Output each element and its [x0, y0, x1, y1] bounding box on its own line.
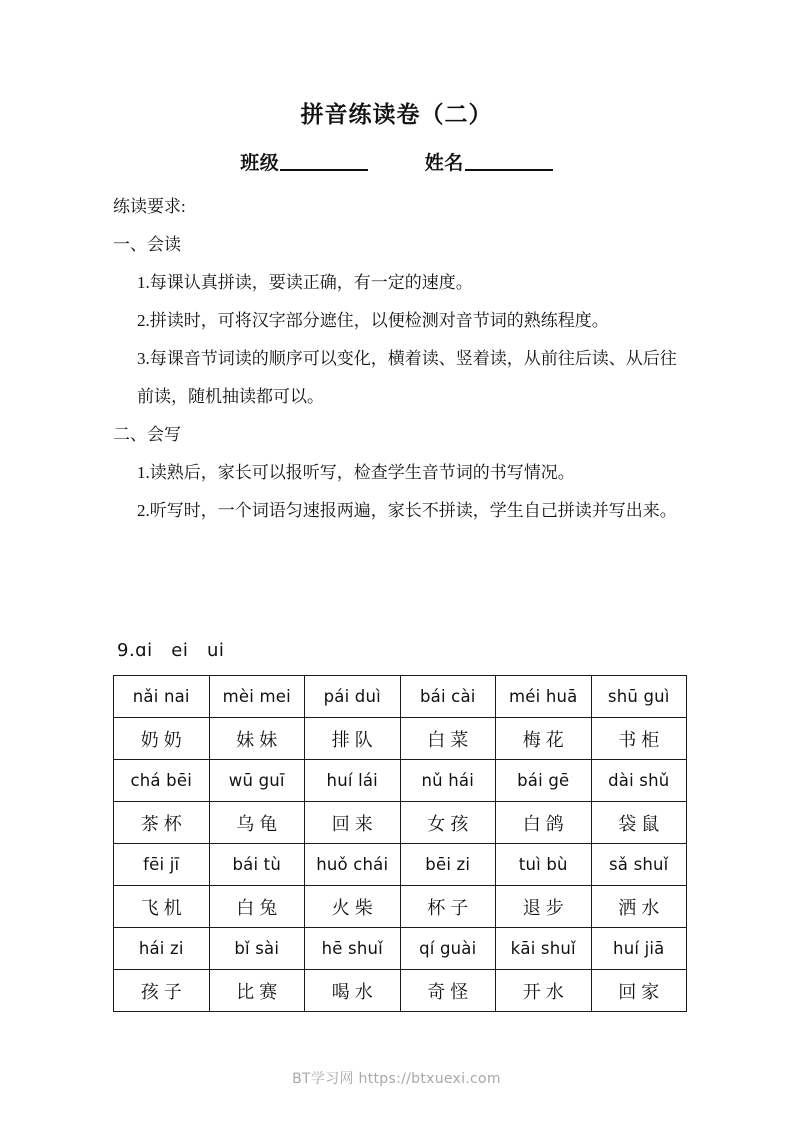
table-cell: 梅花 — [496, 718, 592, 760]
name-label: 姓名 — [424, 153, 464, 174]
table-cell: 回家 — [591, 970, 687, 1012]
table-cell: 女孩 — [400, 802, 496, 844]
table-cell: nǔ hái — [400, 760, 496, 802]
table-cell: 奇怪 — [400, 970, 496, 1012]
instructions-heading: 练读要求: — [113, 197, 186, 216]
table-cell: méi huā — [496, 676, 592, 718]
table-row — [114, 760, 687, 802]
table-row — [114, 844, 687, 886]
table-cell: huí jiā — [591, 928, 687, 970]
instruction-item: 2.听写时，一个词语匀速报两遍，家长不拼读，学生自己拼读并写出来。 — [137, 501, 677, 520]
table-cell: hē shuǐ — [305, 928, 401, 970]
table-cell: 比赛 — [209, 970, 305, 1012]
table-cell: chá bēi — [114, 760, 210, 802]
table-cell: shū guì — [591, 676, 687, 718]
table-cell: 书柜 — [591, 718, 687, 760]
table-cell: mèi mei — [209, 676, 305, 718]
table-cell: dài shǔ — [591, 760, 687, 802]
table-cell: 飞机 — [114, 886, 210, 928]
table-row — [114, 676, 687, 718]
footer-watermark: BT学习网 https://btxuexi.com — [292, 1071, 501, 1087]
table-cell: huí lái — [305, 760, 401, 802]
table-cell: 袋鼠 — [591, 802, 687, 844]
section-heading-read: 一、会读 — [113, 235, 181, 254]
class-field — [240, 148, 368, 175]
table-cell: 白鸽 — [496, 802, 592, 844]
word-table-body — [114, 676, 687, 1012]
table-cell: nǎi nai — [114, 676, 210, 718]
instruction-item: 1.每课认真拼读，要读正确，有一定的速度。 — [137, 273, 473, 292]
table-cell: kāi shuǐ — [496, 928, 592, 970]
instruction-item: 1.读熟后，家长可以报听写，检查学生音节词的书写情况。 — [137, 463, 575, 482]
word-practice-table — [113, 675, 687, 1012]
table-cell: 白菜 — [400, 718, 496, 760]
student-info-row — [0, 148, 793, 175]
class-label: 班级 — [240, 153, 280, 174]
name-blank-line[interactable] — [465, 169, 553, 171]
table-cell: 火柴 — [305, 886, 401, 928]
lesson-heading: 9.ɑi ei ui — [117, 640, 225, 661]
table-cell: bái gē — [496, 760, 592, 802]
table-cell: 妹妹 — [209, 718, 305, 760]
table-row — [114, 886, 687, 928]
table-cell: sǎ shuǐ — [591, 844, 687, 886]
table-row — [114, 718, 687, 760]
table-cell: 白兔 — [209, 886, 305, 928]
table-cell: 奶奶 — [114, 718, 210, 760]
instruction-item: 2.拼读时，可将汉字部分遮住，以便检测对音节词的熟练程度。 — [137, 311, 609, 330]
table-cell: pái duì — [305, 676, 401, 718]
table-cell: bǐ sài — [209, 928, 305, 970]
class-blank-line[interactable] — [280, 169, 368, 171]
name-field — [425, 148, 553, 175]
table-cell: 茶杯 — [114, 802, 210, 844]
table-cell: hái zi — [114, 928, 210, 970]
table-cell: 杯子 — [400, 886, 496, 928]
table-cell: bái cài — [400, 676, 496, 718]
page-title: 拼音练读卷（二） — [300, 102, 493, 127]
table-row — [114, 970, 687, 1012]
table-cell: bēi zi — [400, 844, 496, 886]
table-cell: 洒水 — [591, 886, 687, 928]
table-cell: huǒ chái — [305, 844, 401, 886]
table-cell: fēi jī — [114, 844, 210, 886]
section-heading-write: 二、会写 — [113, 425, 181, 444]
table-cell: 退步 — [496, 886, 592, 928]
table-cell: 排队 — [305, 718, 401, 760]
table-cell: 开水 — [496, 970, 592, 1012]
table-cell: 喝水 — [305, 970, 401, 1012]
table-row — [114, 802, 687, 844]
table-cell: bái tù — [209, 844, 305, 886]
table-cell: tuì bù — [496, 844, 592, 886]
table-cell: 乌龟 — [209, 802, 305, 844]
table-row — [114, 928, 687, 970]
instructions-block — [113, 188, 693, 530]
table-cell: 回来 — [305, 802, 401, 844]
instruction-item: 3.每课音节词读的顺序可以变化，横着读、竖着读，从前往后读、从后往前读，随机抽读都可以。 — [137, 349, 677, 406]
table-cell: 孩子 — [114, 970, 210, 1012]
table-cell: wū guī — [209, 760, 305, 802]
table-cell: qí guài — [400, 928, 496, 970]
